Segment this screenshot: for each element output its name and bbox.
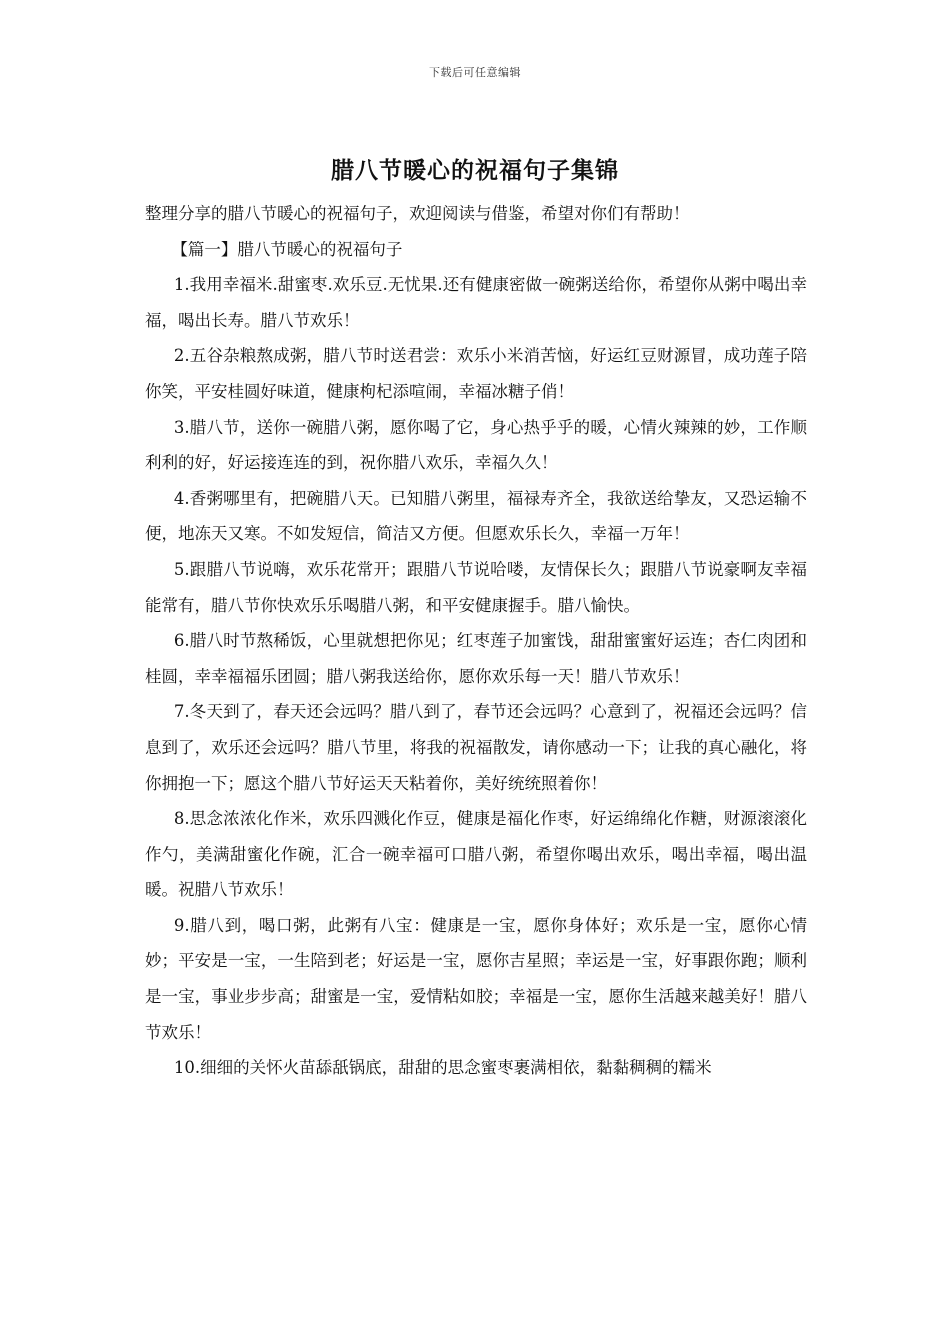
- wish-item-9: 9.腊八到，喝口粥，此粥有八宝：健康是一宝，愿你身体好；欢乐是一宝，愿你心情妙；平安是一宝，一生陪到老；好运是一宝，愿你吉星照；幸运是一宝，好事跟你跑；顺利是一宝，事业步步高；甜蜜是一宝，爱情粘如胶；幸福是一宝，愿你生活越来越美好！腊八节欢乐！: [145, 915, 807, 1042]
- wish-item-4: 4.香粥哪里有，把碗腊八天。已知腊八粥里，福禄寿齐全，我欲送给挚友，又恐运输不便，地冻天又寒。不如发短信，简洁又方便。但愿欢乐长久，幸福一万年！: [145, 488, 807, 544]
- wish-item-3: 3.腊八节，送你一碗腊八粥，愿你喝了它，身心热乎乎的暖，心情火辣辣的妙，工作顺利利的好，好运接连连的到，祝你腊八欢乐，幸福久久！: [145, 417, 807, 473]
- wish-item-2: 2.五谷杂粮熬成粥，腊八节时送君尝：欢乐小米消苦恼，好运红豆财源冒，成功莲子陪你笑，平安桂圆好味道，健康枸杞添喧闹，幸福冰糖子俏！: [145, 346, 807, 401]
- document-title: 腊八节暖心的祝福句子集锦: [331, 157, 619, 184]
- wish-item-1: 1.我用幸福米.甜蜜枣.欢乐豆.无忧果.还有健康密做一碗粥送给你，希望你从粥中喝出幸福，喝出长寿。腊八节欢乐！: [145, 275, 807, 330]
- document-body: [145, 196, 807, 1086]
- wish-item-10: 10.细细的关怀火苗舔舐锅底，甜甜的思念蜜枣裹满相依，黏黏稠稠的糯米: [173, 1058, 712, 1078]
- wish-item-6: 6.腊八时节熬稀饭，心里就想把你见；红枣莲子加蜜饯，甜甜蜜蜜好运连；杏仁肉团和桂圆，幸幸福福乐团圆；腊八粥我送给你，愿你欢乐每一天！腊八节欢乐！: [145, 631, 807, 686]
- wish-item-8: 8.思念浓浓化作米，欢乐四溅化作豆，健康是福化作枣，好运绵绵化作糖，财源滚滚化作勺，美满甜蜜化作碗，汇合一碗幸福可口腊八粥，希望你喝出欢乐，喝出幸福，喝出温暖。祝腊八节欢乐！: [145, 809, 807, 900]
- section-heading: 【篇一】腊八节暖心的祝福句子: [171, 239, 403, 259]
- wish-item-7: 7.冬天到了，春天还会远吗？腊八到了，春节还会远吗？心意到了，祝福还会远吗？信息到了，欢乐还会远吗？腊八节里，将我的祝福散发，请你感动一下；让我的真心融化，将你拥抱一下；愿这个腊八节好运天天粘着你，美好统统照着你！: [145, 702, 807, 793]
- wish-item-5: 5.跟腊八节说嗨，欢乐花常开；跟腊八节说哈喽，友情保长久；跟腊八节说豪啊友幸福能常有，腊八节你快欢乐乐喝腊八粥，和平安健康握手。腊八愉快。: [145, 559, 807, 615]
- intro-paragraph: 整理分享的腊八节暖心的祝福句子，欢迎阅读与借鉴，希望对你们有帮助！: [145, 204, 690, 223]
- header-note: 下载后可任意编辑: [429, 66, 521, 79]
